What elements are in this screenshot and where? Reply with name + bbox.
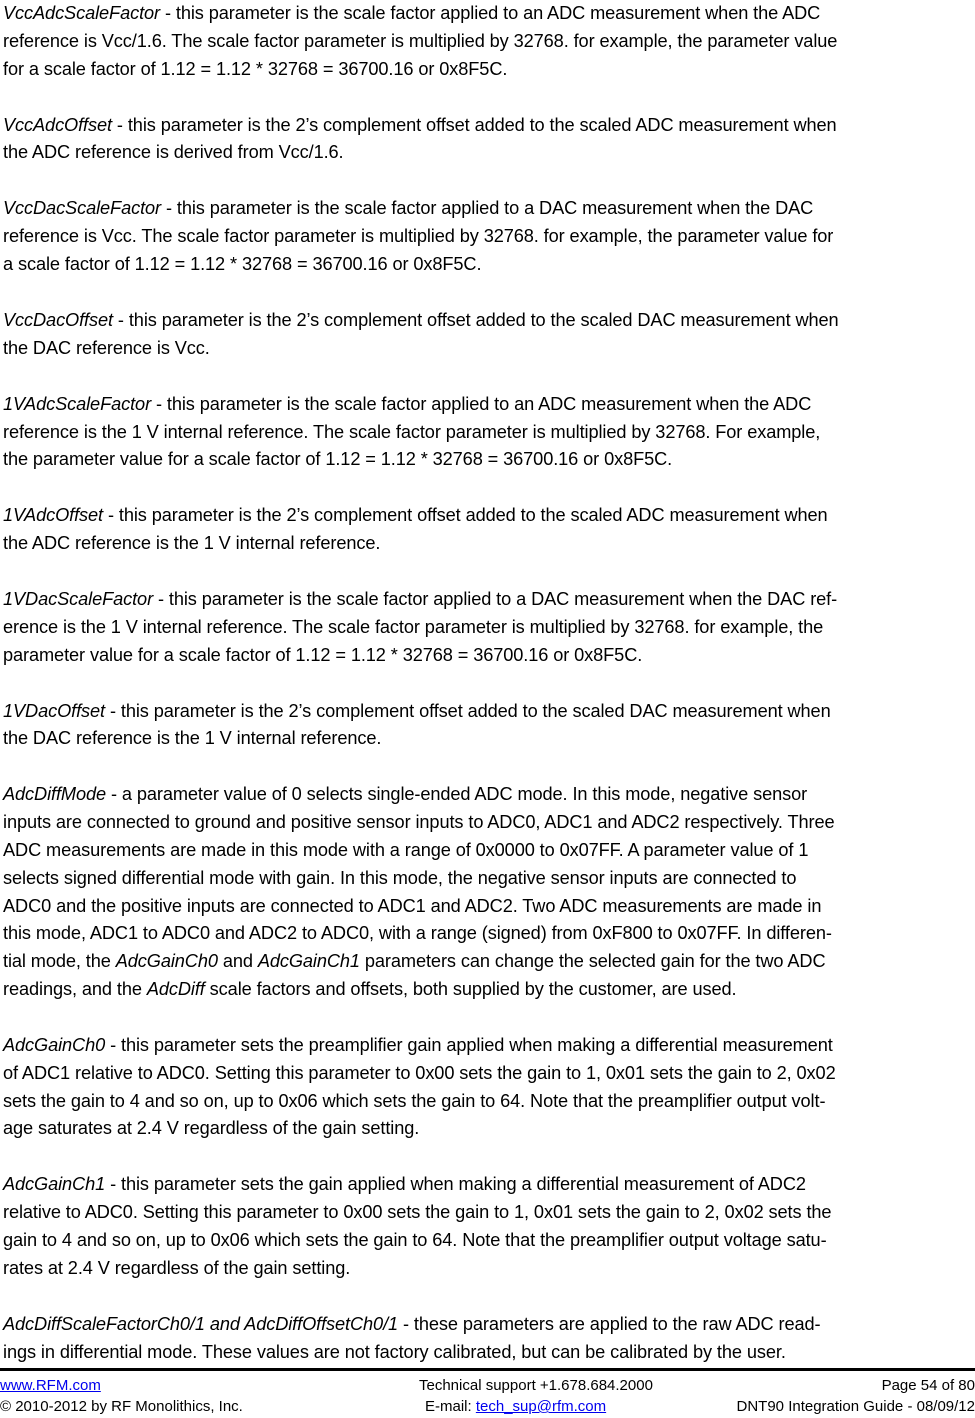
guide-title: DNT90 Integration Guide - 08/09/12 bbox=[736, 1398, 975, 1415]
param-1vdacoffset bbox=[3, 698, 969, 754]
param-text: this mode, ADC1 to ADC0 and ADC2 to ADC0, with a range (signed) from 0xF800 to 0x07FF. In differen- bbox=[3, 923, 832, 944]
param-term: AdcDiffScaleFactorCh0/1 and AdcDiffOffsetCh0/1 bbox=[3, 1313, 399, 1334]
param-text: the ADC reference is the 1 V internal reference. bbox=[3, 533, 381, 554]
param-text: parameters can change the selected gain for the two ADC bbox=[359, 951, 826, 972]
param-text: of ADC1 relative to ADC0. Setting this parameter to 0x00 sets the gain to 1, 0x01 sets the gain to 2, 0x02 bbox=[3, 1062, 836, 1083]
param-text: age saturates at 2.4 V regardless of the gain setting. bbox=[3, 1118, 420, 1139]
param-text: - this parameter is the 2’s complement offset added to the scaled ADC measurement when bbox=[103, 505, 828, 526]
param-text: gain to 4 and so on, up to 0x06 which sets the gain to 64. Note that the preamplifier output voltage satu- bbox=[3, 1229, 827, 1250]
page-number: Page 54 of 80 bbox=[881, 1377, 975, 1394]
param-text: rates at 2.4 V regardless of the gain setting. bbox=[3, 1257, 351, 1278]
param-text: sets the gain to 4 and so on, up to 0x06 which sets the gain to 64. Note that the preamplifier output volt- bbox=[3, 1090, 826, 1111]
param-vccdacoffset bbox=[3, 307, 969, 363]
param-text: - these parameters are applied to the raw ADC read- bbox=[398, 1313, 821, 1334]
param-text: parameter value for a scale factor of 1.12 = 1.12 * 32768 = 36700.16 or 0x8F5C. bbox=[3, 644, 643, 665]
param-text: inputs are connected to ground and positive sensor inputs to ADC0, ADC1 and ADC2 respectively. Three bbox=[3, 812, 835, 833]
param-adcgainch0 bbox=[3, 1032, 969, 1143]
param-vccadcoffset bbox=[3, 112, 969, 168]
param-vccdacscalefactor bbox=[3, 195, 969, 278]
copyright-text: © 2010-2012 by RF Monolithics, Inc. bbox=[0, 1398, 243, 1415]
param-text: - this parameter sets the gain applied when making a differential measurement of ADC2 bbox=[105, 1174, 806, 1195]
support-text: Technical support +1.678.684.2000 bbox=[419, 1377, 653, 1394]
param-text: - this parameter is the scale factor applied to a DAC measurement when the DAC ref- bbox=[153, 589, 838, 610]
param-text: scale factors and offsets, both supplied by the customer, are used. bbox=[204, 979, 737, 1000]
param-text: the DAC reference is the 1 V internal reference. bbox=[3, 728, 382, 749]
param-1vadcoffset bbox=[3, 502, 969, 558]
param-term-ref: AdcGainCh1 bbox=[257, 951, 360, 972]
param-text: - this parameter sets the preamplifier gain applied when making a differential measurement bbox=[105, 1035, 833, 1055]
param-term-ref: AdcGainCh0 bbox=[115, 951, 218, 972]
param-adcgainch1 bbox=[3, 1171, 969, 1282]
document-body bbox=[3, 0, 969, 1395]
param-term: 1VAdcOffset bbox=[3, 505, 103, 526]
param-text: and bbox=[217, 951, 258, 972]
param-text: reference is Vcc. The scale factor parameter is multiplied by 32768. for example, the parameter value for bbox=[3, 226, 834, 247]
email-label: E-mail: bbox=[425, 1398, 476, 1415]
param-term: 1VDacOffset bbox=[3, 700, 106, 721]
param-text: readings, and the bbox=[3, 979, 147, 1000]
param-text: the DAC reference is Vcc. bbox=[3, 337, 210, 358]
param-text: the ADC reference is derived from Vcc/1.6. bbox=[3, 142, 344, 163]
param-1vadcscalefactor bbox=[3, 391, 969, 474]
param-text: erence is the 1 V internal reference. The scale factor parameter is multiplied by 32768. for example, the bbox=[3, 616, 824, 637]
param-text: the parameter value for a scale factor of 1.12 = 1.12 * 32768 = 36700.16 or 0x8F5C. bbox=[3, 449, 673, 470]
param-adcdiffscalefactor bbox=[3, 1311, 969, 1367]
param-text: tial mode, the bbox=[3, 951, 116, 972]
param-text: - this parameter is the 2’s complement offset added to the scaled DAC measurement when bbox=[105, 700, 831, 721]
param-text: selects signed differential mode with gain. In this mode, the negative sensor inputs are connected to bbox=[3, 867, 797, 888]
param-text: - a parameter value of 0 selects single-ended ADC mode. In this mode, negative sensor bbox=[106, 784, 808, 805]
param-term: VccDacOffset bbox=[3, 309, 113, 330]
param-1vdacscalefactor bbox=[3, 586, 969, 669]
param-text: ADC0 and the positive inputs are connected to ADC1 and ADC2. Two ADC measurements are made in bbox=[3, 895, 822, 916]
param-text: - this parameter is the scale factor applied to an ADC measurement when the ADC bbox=[151, 393, 812, 414]
param-text: ings in differential mode. These values are not factory calibrated, but can be calibrated by the user. bbox=[3, 1341, 786, 1362]
param-term: 1VAdcScaleFactor bbox=[3, 393, 152, 414]
footer-divider bbox=[0, 1368, 975, 1371]
param-term: AdcDiffMode bbox=[3, 784, 107, 805]
param-adcdiffmode bbox=[3, 781, 969, 1003]
param-text: - this parameter is the scale factor applied to a DAC measurement when the DAC bbox=[161, 198, 814, 219]
param-text: - this parameter is the scale factor applied to an ADC measurement when the ADC bbox=[160, 3, 821, 23]
param-text: ADC measurements are made in this mode with a range of 0x0000 to 0x07FF. A parameter value of 1 bbox=[3, 840, 809, 861]
param-text: relative to ADC0. Setting this parameter to 0x00 sets the gain to 1, 0x01 sets the gain to 2, 0x02 sets the bbox=[3, 1202, 832, 1223]
param-term: VccDacScaleFactor bbox=[3, 198, 162, 219]
param-term: 1VDacScaleFactor bbox=[3, 589, 154, 610]
param-text: - this parameter is the 2’s complement offset added to the scaled ADC measurement when bbox=[111, 114, 837, 135]
param-text: - this parameter is the 2’s complement offset added to the scaled DAC measurement when bbox=[112, 309, 839, 330]
param-term: VccAdcOffset bbox=[3, 114, 112, 135]
param-text: reference is Vcc/1.6. The scale factor parameter is multiplied by 32768. for example, the parameter value bbox=[3, 30, 838, 51]
param-term: AdcGainCh1 bbox=[3, 1174, 106, 1195]
param-text: a scale factor of 1.12 = 1.12 * 32768 = 36700.16 or 0x8F5C. bbox=[3, 253, 482, 274]
param-vccadcscalefactor bbox=[3, 0, 969, 83]
param-term: VccAdcScaleFactor bbox=[3, 3, 160, 23]
param-term-ref: AdcDiff bbox=[146, 979, 205, 1000]
website-link[interactable]: www.RFM.com bbox=[0, 1377, 101, 1394]
param-term: AdcGainCh0 bbox=[3, 1035, 106, 1055]
param-text: for a scale factor of 1.12 = 1.12 * 32768 = 36700.16 or 0x8F5C. bbox=[3, 58, 508, 79]
param-text: reference is the 1 V internal reference. The scale factor parameter is multiplied by 32768. For example, bbox=[3, 421, 821, 442]
email-link[interactable]: tech_sup@rfm.com bbox=[475, 1398, 607, 1415]
